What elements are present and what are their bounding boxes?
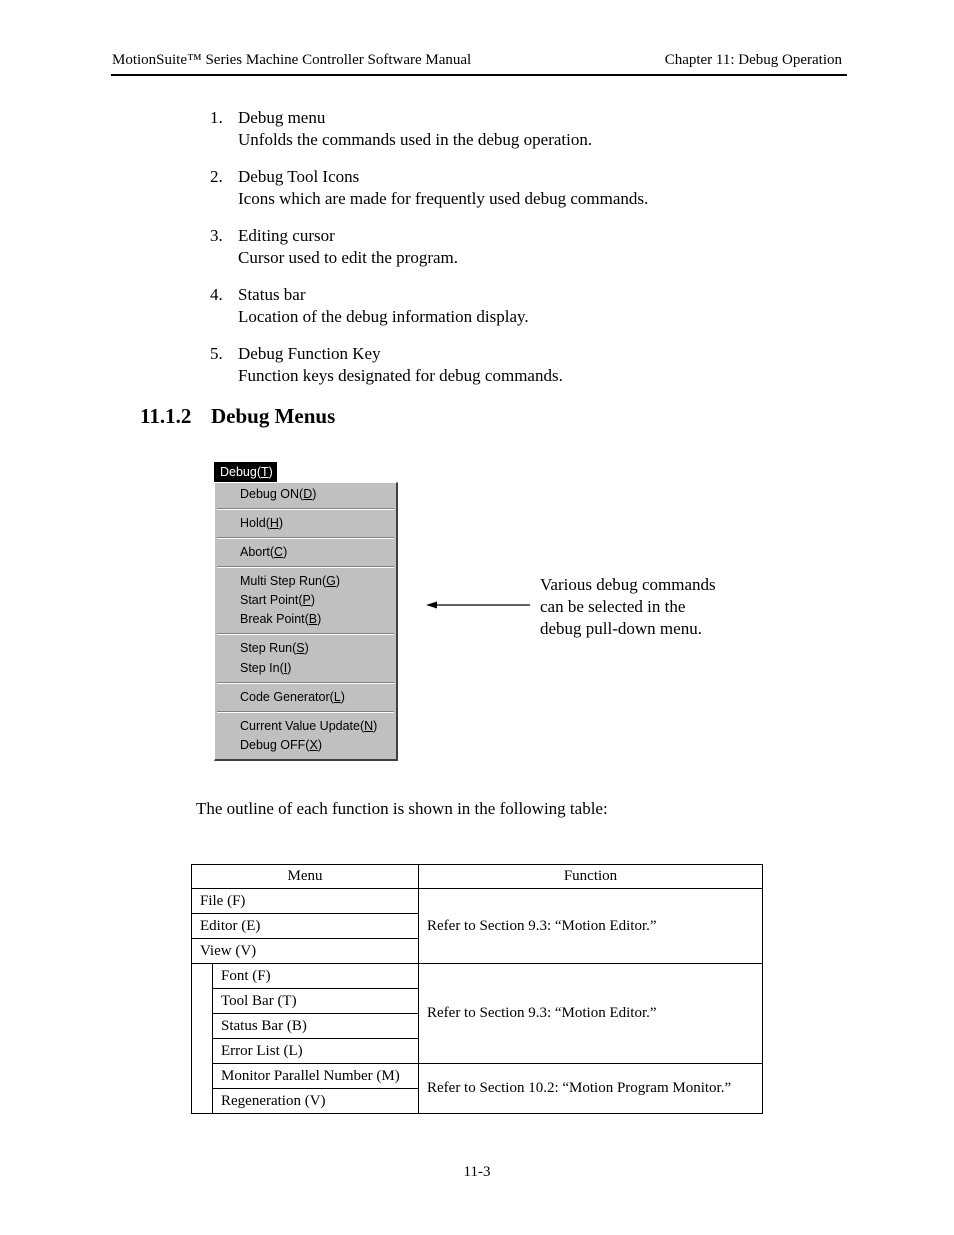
list-item-description: Cursor used to edit the program. [238,248,459,267]
table-cell-submenu: Tool Bar (T) [213,989,419,1014]
list-item [210,343,850,387]
callout-arrow-icon [424,598,534,612]
header-rule [111,74,847,76]
list-item-number: 4. [210,285,223,304]
list-item-title: Editing cursor [238,226,335,245]
list-item-number: 2. [210,167,223,186]
running-header-chapter: Chapter 11: Debug Operation [664,52,842,68]
table-cell-submenu: Monitor Parallel Number (M) [213,1064,419,1089]
menu-separator [217,682,394,684]
page-number: 11-3 [463,1164,491,1180]
list-item-description: Unfolds the commands used in the debug operation. [238,130,593,149]
section-number: 11.1.2 [140,404,192,428]
menu-item-debug-on[interactable]: Debug ON(D) [240,487,317,501]
list-item [210,107,850,151]
table-intro-text: The outline of each function is shown in the following table: [196,799,608,818]
table-cell-submenu: Error List (L) [213,1039,419,1064]
table-header-menu: Menu [192,865,419,889]
menu-item-step-in[interactable]: Step In(I) [240,661,292,675]
list-item-number: 1. [210,108,223,127]
table-indent-cell [192,964,213,1114]
menu-item-start-point[interactable]: Start Point(P) [240,593,316,607]
list-item-description: Function keys designated for debug commands. [238,366,563,385]
list-item-number: 5. [210,344,223,363]
list-item [210,166,850,210]
table-cell-submenu: Font (F) [213,964,419,989]
menu-item-current-value-update[interactable]: Current Value Update(N) [240,719,378,733]
menu-item-debug-off[interactable]: Debug OFF(X) [240,738,322,752]
section-heading [140,404,335,429]
menu-separator [217,537,394,539]
menu-item-multi-step-run[interactable]: Multi Step Run(G) [240,574,341,588]
table-cell-function: Refer to Section 9.3: “Motion Editor.” [419,889,763,964]
menu-separator [217,633,394,635]
table-cell-menu: Editor (E) [192,914,419,939]
callout-text: Various debug commands can be selected in the debug pull-down menu. [540,575,716,638]
table-row [192,964,763,989]
table-cell-submenu: Regeneration (V) [213,1089,419,1114]
debug-menu-title[interactable]: Debug(T) [214,462,277,482]
running-header-title: MotionSuite™ Series Machine Controller Software Manual [112,52,472,68]
section-title: Debug Menus [211,404,336,428]
table-row [192,1064,763,1089]
menu-separator [217,566,394,568]
table-header-row [192,865,763,889]
list-item-number: 3. [210,226,223,245]
list-item-description: Icons which are made for frequently used debug commands. [238,189,649,208]
table-cell-menu: View (V) [192,939,419,964]
table-cell-submenu: Status Bar (B) [213,1014,419,1039]
debug-menu-dropdown [214,482,398,761]
list-item-description: Location of the debug information display. [238,307,529,326]
menu-item-break-point[interactable]: Break Point(B) [240,612,322,626]
menu-item-code-generator[interactable]: Code Generator(L) [240,690,345,704]
list-item-title: Debug Tool Icons [238,167,360,186]
list-item [210,225,850,269]
table-cell-menu: File (F) [192,889,419,914]
menu-item-hold[interactable]: Hold(H) [240,516,284,530]
list-item-title: Debug menu [238,108,326,127]
menu-item-abort[interactable]: Abort(C) [240,545,288,559]
table-header-function: Function [419,865,763,889]
menu-item-step-run[interactable]: Step Run(S) [240,641,309,655]
list-item [210,284,850,328]
table-cell-function: Refer to Section 10.2: “Motion Program Monitor.” [419,1064,763,1114]
menu-separator [217,711,394,713]
menu-function-table [191,864,763,1114]
menu-separator [217,508,394,510]
table-row [192,889,763,914]
list-item-title: Status bar [238,285,306,304]
list-item-title: Debug Function Key [238,344,381,363]
table-cell-function: Refer to Section 9.3: “Motion Editor.” [419,964,763,1064]
component-list [210,107,850,402]
